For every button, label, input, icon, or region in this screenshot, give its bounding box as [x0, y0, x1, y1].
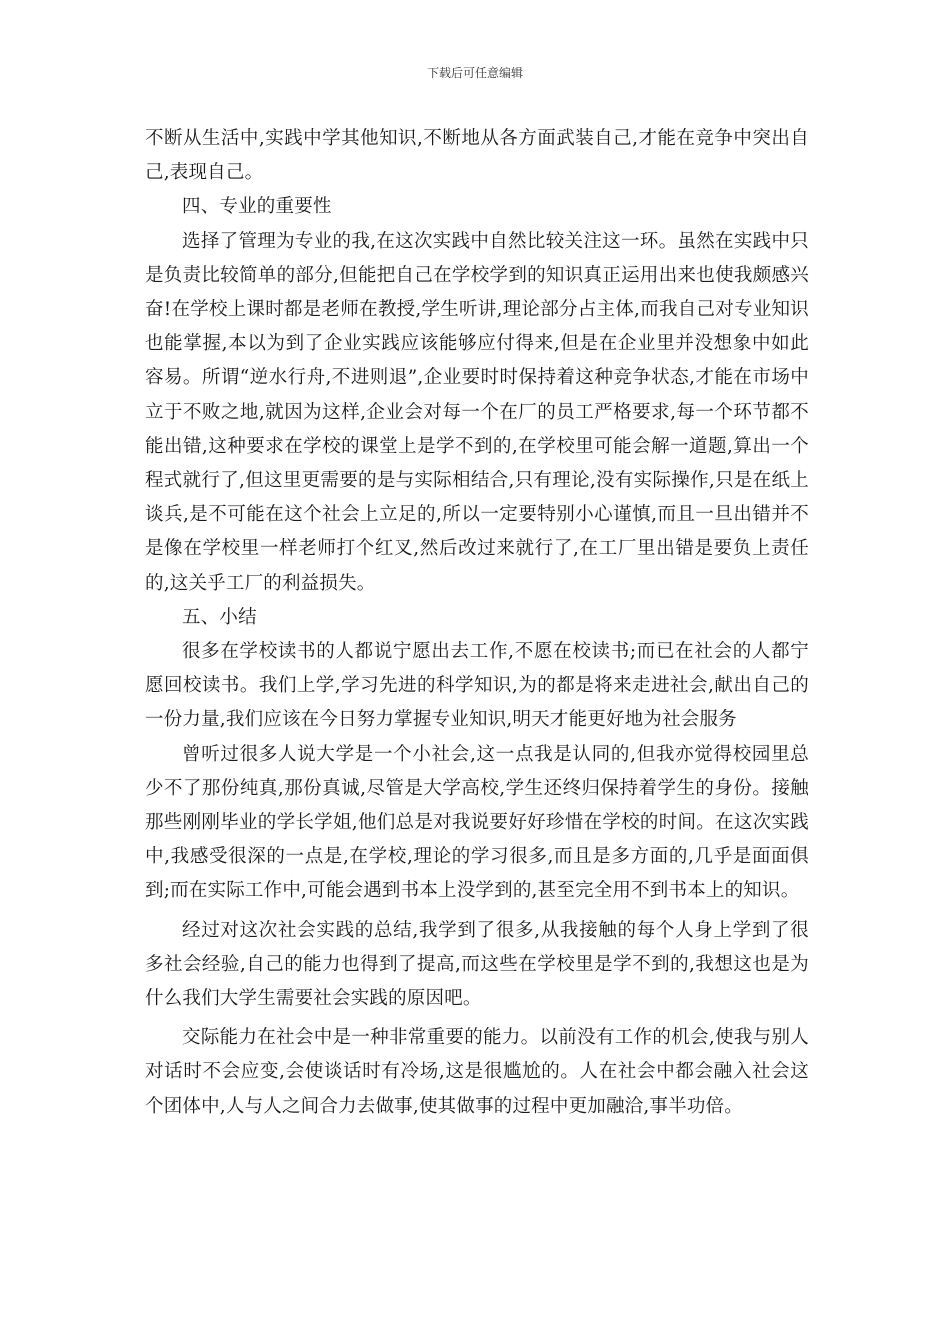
section-heading-4: 四、专业的重要性	[182, 196, 332, 218]
paragraph-major-importance: 选择了管理为专业的我,在这次实践中自然比较关注这一环。虽然在实践中只是负责比较简单的部分,但能把自己在学校学到的知识真正运用出来也使我颇感兴奋!在学校上课时都是老师在教授,学生听讲,理论部分占主体,而我自己对专业知识也能掌握,本以为到了企业实践应该能够应付得来,但是在企业里并没想象中如此容易。所谓“逆水行舟,不进则退”,企业要时时保持着这种竞争状态,才能在市场中立于不败之地,就因为这样,企业会对每一个在厂的员工严格要求,每一个环节都不能出错,这种要求在学校的课堂上是学不到的,在学校里可能会解一道题,算出一个程式就行了,但这里更需要的是与实际相结合,只有理论,没有实际操作,只是在纸上谈兵,是不可能在这个社会上立足的,所以一定要特别小心谨慎,而且一旦出错并不是像在学校里一样老师打个红叉,然后改过来就行了,在工厂里出错是要负上责任的,这关乎工厂的利益损失。	[145, 230, 809, 594]
paragraph-summary-1: 很多在学校读书的人都说宁愿出去工作,不愿在校读书;而已在社会的人都宁愿回校读书。我们上学,学习先进的科学知识,为的都是将来走进社会,献出自己的一份力量,我们应该在今日努力掌握专业知识,明天才能更好地为社会服务	[145, 641, 809, 731]
paragraph-summary-2: 曾听过很多人说大学是一个小社会,这一点我是认同的,但我亦觉得校园里总少不了那份纯真,那份真诚,尽管是大学高校,学生还终归保持着学生的身份。接触那些刚刚毕业的学长学姐,他们总是对我说要好好珍惜在学校的时间。在这次实践中,我感受很深的一点是,在学校,理论的学习很多,而且是多方面的,几乎是面面俱到;而在实际工作中,可能会遇到书本上没学到的,甚至完全用不到书本上的知识。	[145, 743, 809, 902]
paragraph-summary-3: 经过对这次社会实践的总结,我学到了很多,从我接触的每个人身上学到了很多社会经验,自己的能力也得到了提高,而这些在学校里是学不到的,我想这也是为什么我们大学生需要社会实践的原因吧。	[145, 919, 809, 1010]
page-header: 下载后可任意编辑	[426, 66, 523, 80]
paragraph-continuation: 不断从生活中,实践中学其他知识,不断地从各方面武装自己,才能在竞争中突出自己,表现自己。	[145, 128, 809, 184]
document-body	[145, 122, 809, 1124]
paragraph-summary-4: 交际能力在社会中是一种非常重要的能力。以前没有工作的机会,使我与别人对话时不会应变,会使谈话时有冷场,这是很尴尬的。人在社会中都会融入社会这个团体中,人与人之间合力去做事,使其做事的过程中更加融洽,事半功倍。	[145, 1027, 809, 1117]
section-heading-5: 五、小结	[182, 606, 257, 628]
